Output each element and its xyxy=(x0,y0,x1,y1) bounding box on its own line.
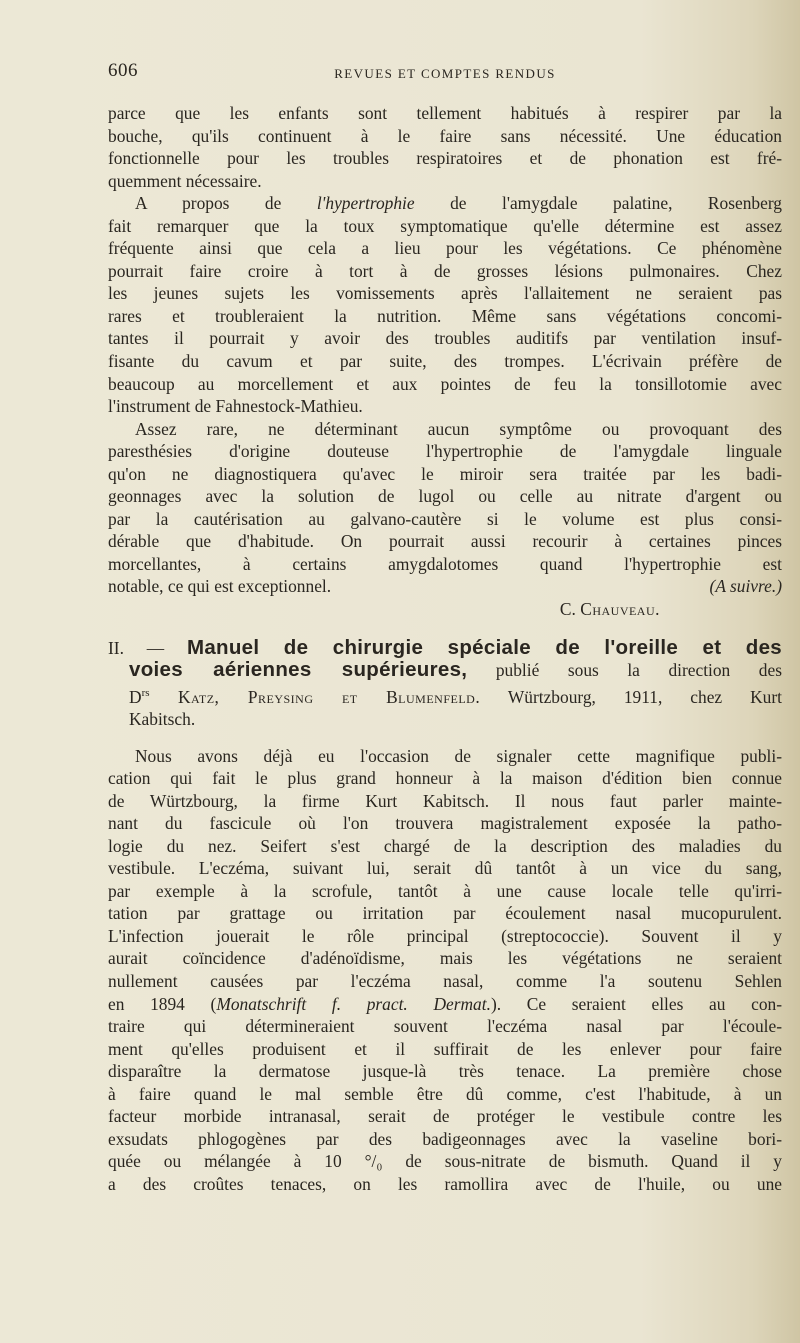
text-line: pourrait faire croire à tort à de grosses lésions pulmonaires. Chez xyxy=(108,260,782,281)
text-line: geonnages avec la solution de lugol ou celle au nitrate d'argent ou xyxy=(108,486,782,507)
text-line: nullement causées par l'eczéma nasal, comme l'a soutenu Sehlen xyxy=(108,971,782,992)
text-line: Nous avons déjà eu l'occasion de signaler cette magnifique publi- xyxy=(135,745,782,766)
text-line: bouche, qu'ils continuent à le faire sans nécessité. Une éducation xyxy=(108,125,782,146)
text-line: parce que les enfants sont tellement habitués à respirer par la xyxy=(108,103,782,123)
text-line: morcellantes, à certains amygdalotomes quand l'hypertrophie est xyxy=(108,553,782,574)
text-line: par la cautérisation au galvano-cautère si le volume est plus consi- xyxy=(108,508,782,529)
text-line: voies aériennes supérieures, publié sous la direction des xyxy=(129,658,782,682)
text-line xyxy=(108,637,782,660)
text-line: vestibule. L'eczéma, suivant lui, serait dû tantôt à un vice du sang, xyxy=(108,858,782,879)
page-number: 606 xyxy=(108,60,138,81)
signature: C. Chauveau. xyxy=(559,599,660,620)
text-line: par exemple à la scrofule, tantôt à une cause locale telle qu'irri- xyxy=(108,880,782,901)
text-line: quemment nécessaire. xyxy=(108,170,262,191)
running-title: REVUES ET COMPTES RENDUS xyxy=(334,66,556,81)
text-line: L'infection jouerait le rôle principal (streptococcie). Souvent il y xyxy=(108,925,782,946)
section-heading xyxy=(108,637,782,731)
text-line: beaucoup au morcellement et aux pointes de feu la tonsillotomie avec xyxy=(108,373,782,394)
text-line: exsudats phlogogènes par des badigeonnages avec la vaseline bori- xyxy=(108,1128,782,1149)
text-line: dérable que d'habitude. On pourrait aussi recourir à certaines pinces xyxy=(108,531,782,552)
paragraph-review xyxy=(108,745,782,1196)
text-line: aurait coïncidence d'adénoïdisme, mais les végétations ne seraient xyxy=(108,948,782,969)
authors: Katz, Preysing et Blumenfeld. xyxy=(149,686,481,707)
section-number: II. — xyxy=(108,637,187,658)
text-line: fisante du cavum et par suite, des trompes. L'écrivain préfère de xyxy=(108,351,782,372)
signature-name: Chauveau. xyxy=(580,599,660,620)
paragraph-amygdale-linguale xyxy=(108,418,782,598)
page-header xyxy=(108,60,782,88)
text-line: notable, ce qui est exceptionnel. (A suivre.) xyxy=(108,576,782,597)
text-line: ment qu'elles produisent et il suffirait de les enlever pour faire xyxy=(108,1038,782,1059)
text-line: facteur morbide intranasal, serait de protéger le vestibule contre les xyxy=(108,1106,782,1127)
text-line: en 1894 (Monatschrift f. pract. Dermat.). Ce seraient elles au con- xyxy=(108,993,783,1014)
text-line: quée ou mélangée à 10 °/₀ de sous-nitrate de bismuth. Quand il y xyxy=(108,1151,782,1172)
text-line: de Würtzbourg, la firme Kurt Kabitsch. Il nous faut parler mainte- xyxy=(108,790,782,811)
italic-term: l'hypertrophie xyxy=(316,193,415,214)
text-line: à faire quand le mal semble être dû comme, c'est l'habitude, à un xyxy=(108,1083,782,1104)
text-line: fonctionnelle pour les troubles respiratoires et de phonation est fré- xyxy=(108,148,782,169)
text-line: $D^{rs}$ Katz, Preysing et Blumenfeld. Würtzbourg, 1911, chez Kurt xyxy=(129,686,782,707)
text-line: tation par grattage ou irritation par écoulement nasal mucopurulent. xyxy=(108,903,782,924)
text-line: cation qui fait le plus grand honneur à la maison d'édition bien connue xyxy=(108,768,782,789)
section-title: Manuel de chirurgie spéciale de l'oreille et des xyxy=(186,635,782,659)
text-line: logie du nez. Seifert s'est chargé de la description des maladies du xyxy=(108,835,782,856)
text-line: Assez rare, ne déterminant aucun symptôme ou provoquant des xyxy=(135,418,782,439)
text-line: nant du fascicule où l'on trouvera magistralement exposée la patho- xyxy=(108,813,782,834)
a-suivre: (A suivre.) xyxy=(709,576,782,597)
citation: Monatschrift f. pract. Dermat. xyxy=(216,993,491,1014)
text-line: l'instrument de Fahnestock-Mathieu. xyxy=(108,396,363,417)
text-line: Kabitsch. xyxy=(129,709,196,730)
text-line: tantes il pourrait y avoir des troubles auditifs par ventilation insuf- xyxy=(108,328,782,349)
paragraph-continuation xyxy=(108,102,782,192)
text-line: traire qui détermineraient souvent l'eczéma nasal par l'écoule- xyxy=(108,1016,782,1037)
text-line: disparaître la dermatose jusque-là très tenace. La première chose xyxy=(108,1061,782,1082)
text-line: les jeunes sujets les vomissements après l'allaitement ne seraient pas xyxy=(108,283,782,304)
text-line: fait remarquer que la toux symptomatique qu'elle détermine est assez xyxy=(108,215,782,236)
text-line: fréquente ainsi que cela a lieu pour les végétations. Ce phénomène xyxy=(108,238,782,259)
text-line: paresthésies d'origine douteuse l'hypertrophie de l'amygdale linguale xyxy=(108,441,782,462)
text-line: rares et troubleraient la nutrition. Même sans végétations concomi- xyxy=(108,305,782,326)
paragraph-amygdale-palatine xyxy=(108,192,782,417)
text-line: a des croûtes tenaces, on les ramollira avec de l'huile, ou une xyxy=(108,1173,782,1194)
text-column xyxy=(108,102,782,1196)
section-title: voies aériennes supérieures, xyxy=(129,658,468,682)
text-line: A propos de l'hypertrophie de l'amygdale palatine, Rosenberg xyxy=(135,193,782,214)
text-line: qu'on ne diagnostiquera qu'avec le miroir sera traitée par les badi- xyxy=(108,463,782,484)
